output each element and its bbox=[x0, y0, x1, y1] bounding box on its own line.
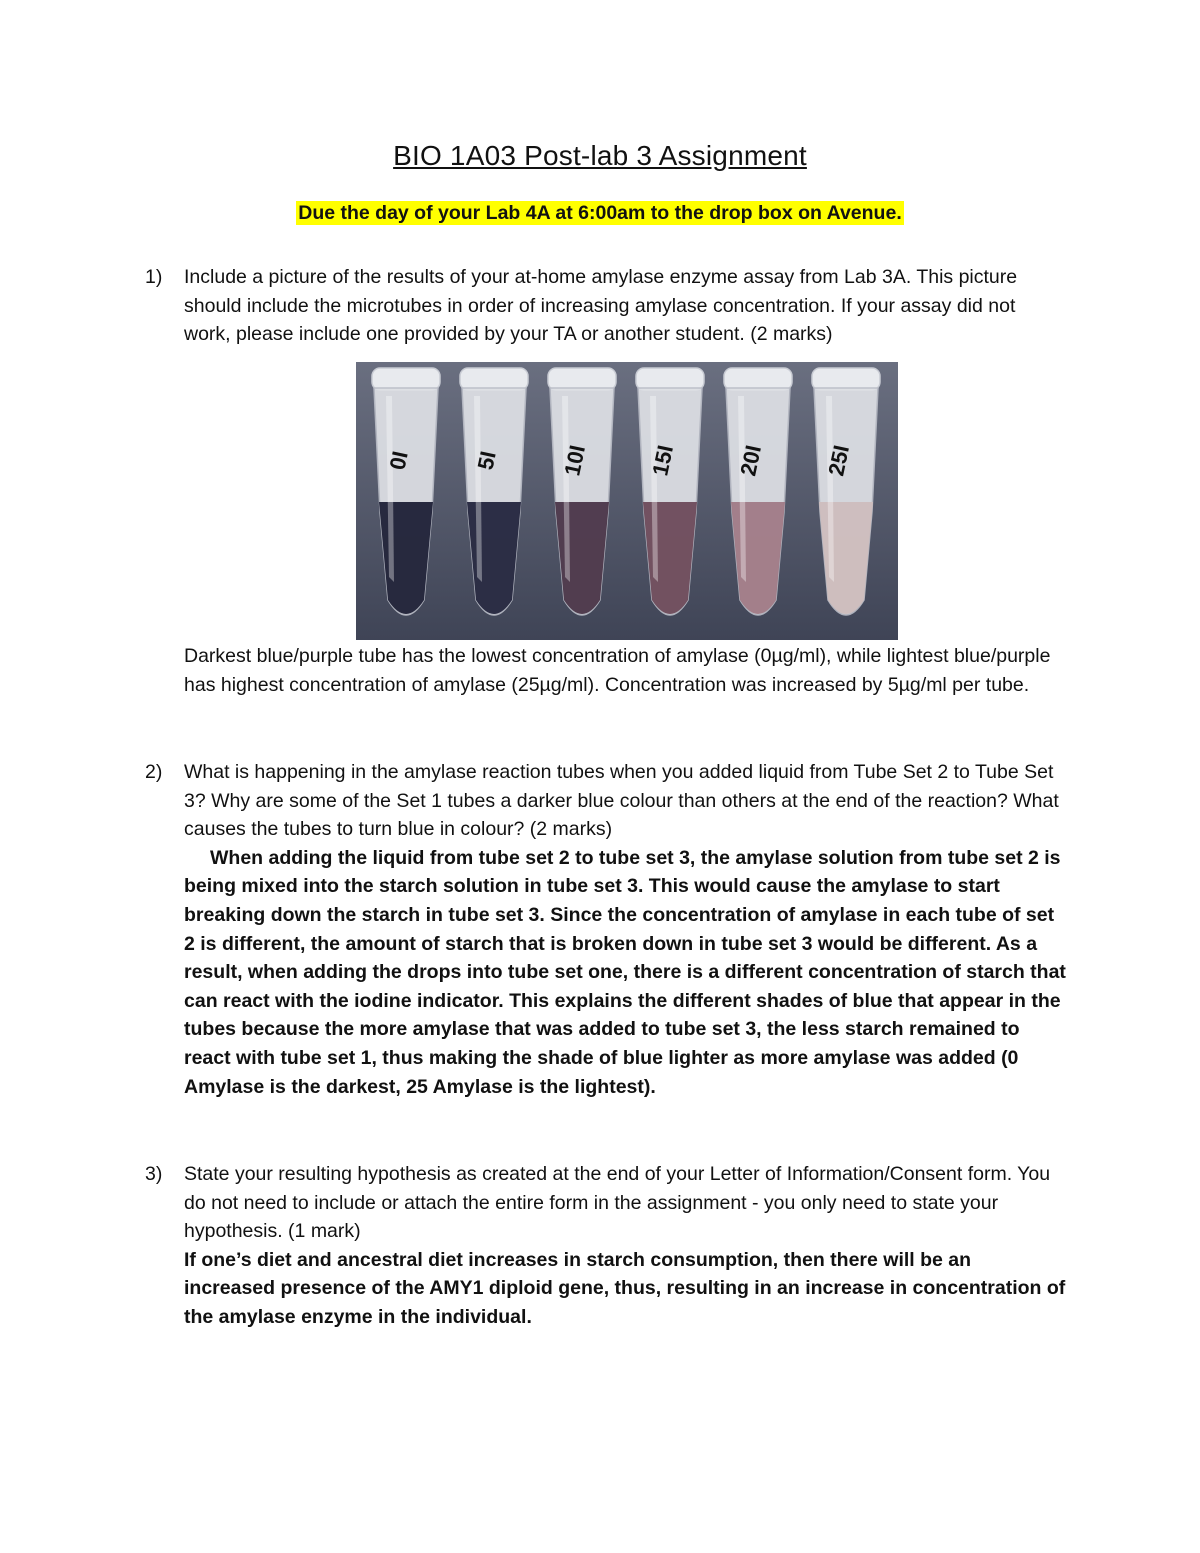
question-3-number: 3) bbox=[145, 1163, 163, 1185]
question-3-answer: If one’s diet and ancestral diet increases in starch consumption, then there will be an increased presence of the AMY1 diploid gene, thus, resulting in an increase in concentration of the amylase enzyme in the individual. bbox=[184, 1248, 1066, 1328]
question-1-number: 1) bbox=[145, 266, 163, 288]
question-2-number: 2) bbox=[145, 761, 163, 783]
page-title: BIO 1A03 Post-lab 3 Assignment bbox=[393, 140, 807, 171]
question-1 bbox=[146, 263, 1066, 349]
due-notice bbox=[0, 202, 1200, 225]
tube-label: 20I bbox=[735, 442, 767, 479]
question-3 bbox=[146, 1160, 1066, 1332]
question-2-text: What is happening in the amylase reaction tubes when you added liquid from Tube Set 2 to Tube Set 3? Why are some of the Set 1 tubes a darker blue colour than others at the end of the reaction? What causes the tubes to turn blue in colour? (2 marks) bbox=[184, 761, 1059, 841]
tube-cap bbox=[460, 368, 528, 390]
microtubes-image bbox=[356, 362, 898, 640]
due-highlight: Due the day of your Lab 4A at 6:00am to the drop box on Avenue. bbox=[298, 202, 902, 224]
tube-cap bbox=[372, 368, 440, 390]
tube-label: 0I bbox=[384, 448, 413, 473]
tube-cap bbox=[636, 368, 704, 390]
tube-label: 25I bbox=[823, 442, 855, 479]
tube-label: 5I bbox=[472, 448, 501, 473]
question-1-answer: Darkest blue/purple tube has the lowest concentration of amylase (0µg/ml), while lightest blue/purple has highest concentration of amylase (25µg/ml). Concentration was increased by 5µg/ml per tube. bbox=[184, 645, 1051, 696]
question-3-text: State your resulting hypothesis as created at the end of your Letter of Information/Consent form. You do not need to include or attach the entire form in the assignment - you only need to state your hypothesis. (1 mark) bbox=[184, 1163, 1051, 1243]
tube-cap bbox=[812, 368, 880, 390]
tube-cap bbox=[548, 368, 616, 390]
tube-label: 10I bbox=[559, 442, 591, 479]
question-2-answer: When adding the liquid from tube set 2 to tube set 3, the amylase solution from tube set 2 is being mixed into the starch solution in tube set 3. This would cause the amylase to start breaking down the starch in tube set 3. Since the concentration of amylase in each tube of set 2 is different, the amount of starch that is broken down in tube set 3 would be different. As a result, when adding the drops into tube set one, there is a different concentration of starch that can react with the iodine indicator. This explains the different shades of blue that appear in the tubes because the more amylase that was added to tube set 3, the less starch remained to react with tube set 1, thus making the shade of blue lighter as more amylase was added (0 Amylase is the darkest, 25 Amylase is the lightest). bbox=[184, 846, 1066, 1098]
tube-label: 15I bbox=[647, 442, 679, 479]
tube-cap bbox=[724, 368, 792, 390]
assay-photo bbox=[356, 362, 898, 640]
question-2 bbox=[146, 758, 1066, 1101]
question-1-text: Include a picture of the results of your at-home amylase enzyme assay from Lab 3A. This picture should include the microtubes in order of increasing amylase concentration. If your assay did not work, please include one provided by your TA or another student. (2 marks) bbox=[184, 266, 1018, 346]
